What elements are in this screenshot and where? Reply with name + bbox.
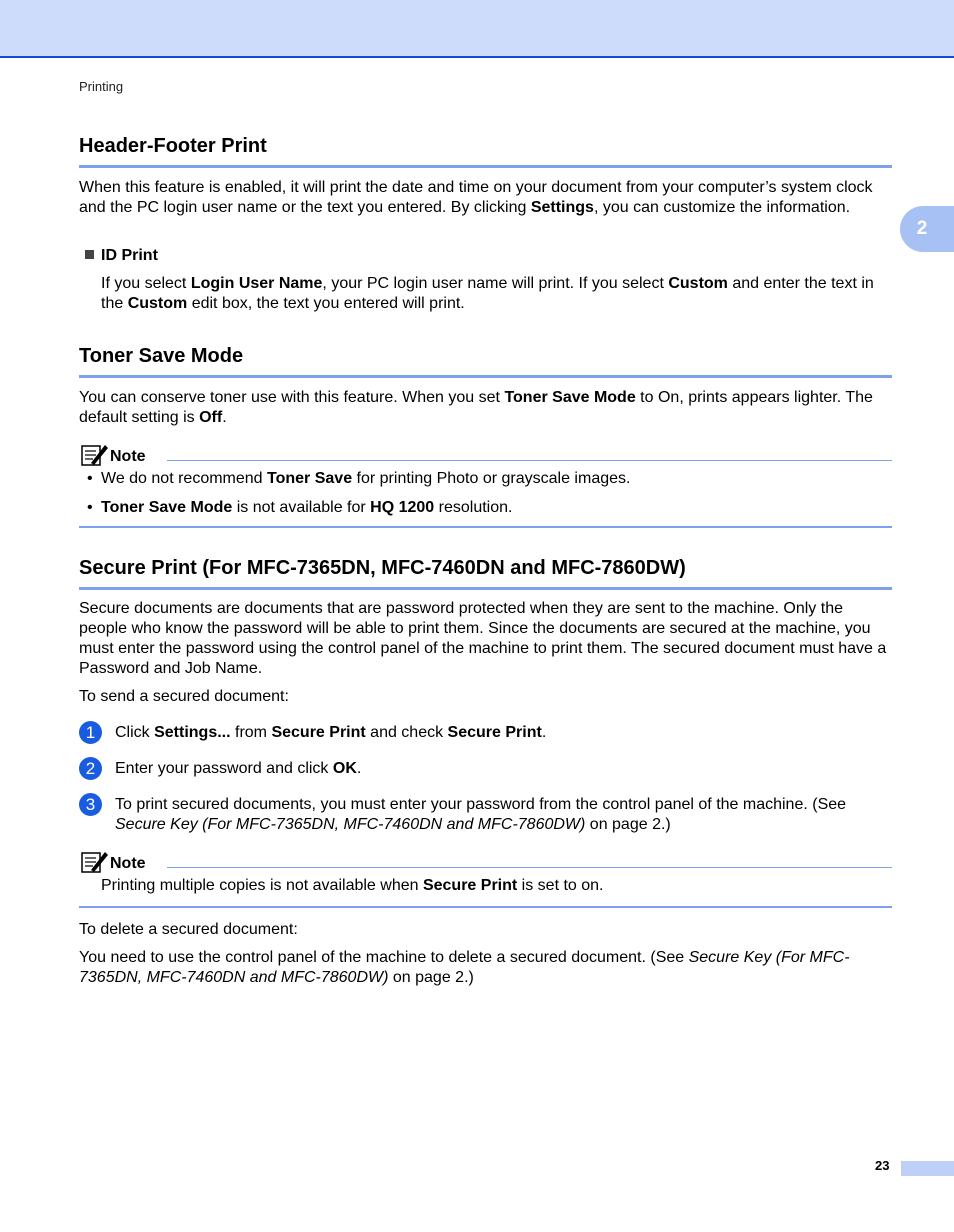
breadcrumb: Printing — [79, 79, 124, 94]
secure-key-link[interactable]: Secure Key (For MFC-7365DN, MFC-7460DN and MFC-7860DW) — [79, 949, 850, 986]
delete-secured-label: To delete a secured document: — [79, 921, 298, 938]
secure-key-link[interactable]: Secure Key (For MFC-7365DN, MFC-7460DN and MFC-7860DW) — [115, 816, 586, 833]
secure-print-intro: Secure documents are documents that are password protected when they are sent to the machine. Only the people who know the password will be able to print them. Since the documents are secured at the machine, you must enter the password using the control panel of the machine to print them. The secured document must have a Password and Job Name. — [79, 600, 887, 677]
section-title-header-footer: Header-Footer Print — [79, 135, 892, 168]
bullet-dot: • — [87, 499, 93, 516]
send-secured-label: To send a secured document: — [79, 688, 289, 705]
note-end-rule — [79, 906, 892, 908]
toner-note-header — [79, 443, 892, 467]
section-title-toner-save: Toner Save Mode — [79, 345, 892, 378]
note-rule — [167, 867, 892, 868]
step-number-icon: 1 — [79, 721, 102, 744]
toner-save-description: You can conserve toner use with this feature. When you set Toner Save Mode to On, prints appears lighter. The default setting is Off. — [79, 389, 873, 426]
note-rule — [167, 460, 892, 461]
delete-secured-description: You need to use the control panel of the machine to delete a secured document. (See Secure Key (For MFC-7365DN, MFC-7460DN and MFC-7860DW) on page 2.) — [79, 949, 850, 986]
step-number-icon: 3 — [79, 793, 102, 816]
note-end-rule — [79, 526, 892, 528]
page-header-band — [0, 0, 954, 58]
secure-note-text: Printing multiple copies is not available when Secure Print is set to on. — [101, 877, 604, 894]
bullet-dot: • — [87, 470, 93, 487]
secure-note-header — [79, 850, 892, 874]
chapter-tab — [900, 206, 954, 252]
id-print-description: If you select Login User Name, your PC login user name will print. If you select Custom and enter the text in the Custom edit box, the text you entered will print. — [101, 275, 874, 312]
note-label: Note — [110, 855, 146, 872]
note-label: Note — [110, 448, 146, 465]
section-title-secure-print: Secure Print (For MFC-7365DN, MFC-7460DN and MFC-7860DW) — [79, 557, 892, 590]
page-footer-bar — [901, 1161, 954, 1176]
note-pencil-icon — [81, 443, 109, 467]
chapter-number: 2 — [916, 218, 928, 239]
header-footer-intro: When this feature is enabled, it will print the date and time on your document from your computer’s system clock and the PC login user name or the text you entered. By clicking Settings, you can customize the information. — [79, 179, 873, 216]
page-number: 23 — [875, 1158, 890, 1173]
square-bullet-icon — [85, 250, 94, 259]
step-number-icon: 2 — [79, 757, 102, 780]
id-print-bullet: ID Print — [85, 246, 158, 266]
note-pencil-icon — [81, 850, 109, 874]
